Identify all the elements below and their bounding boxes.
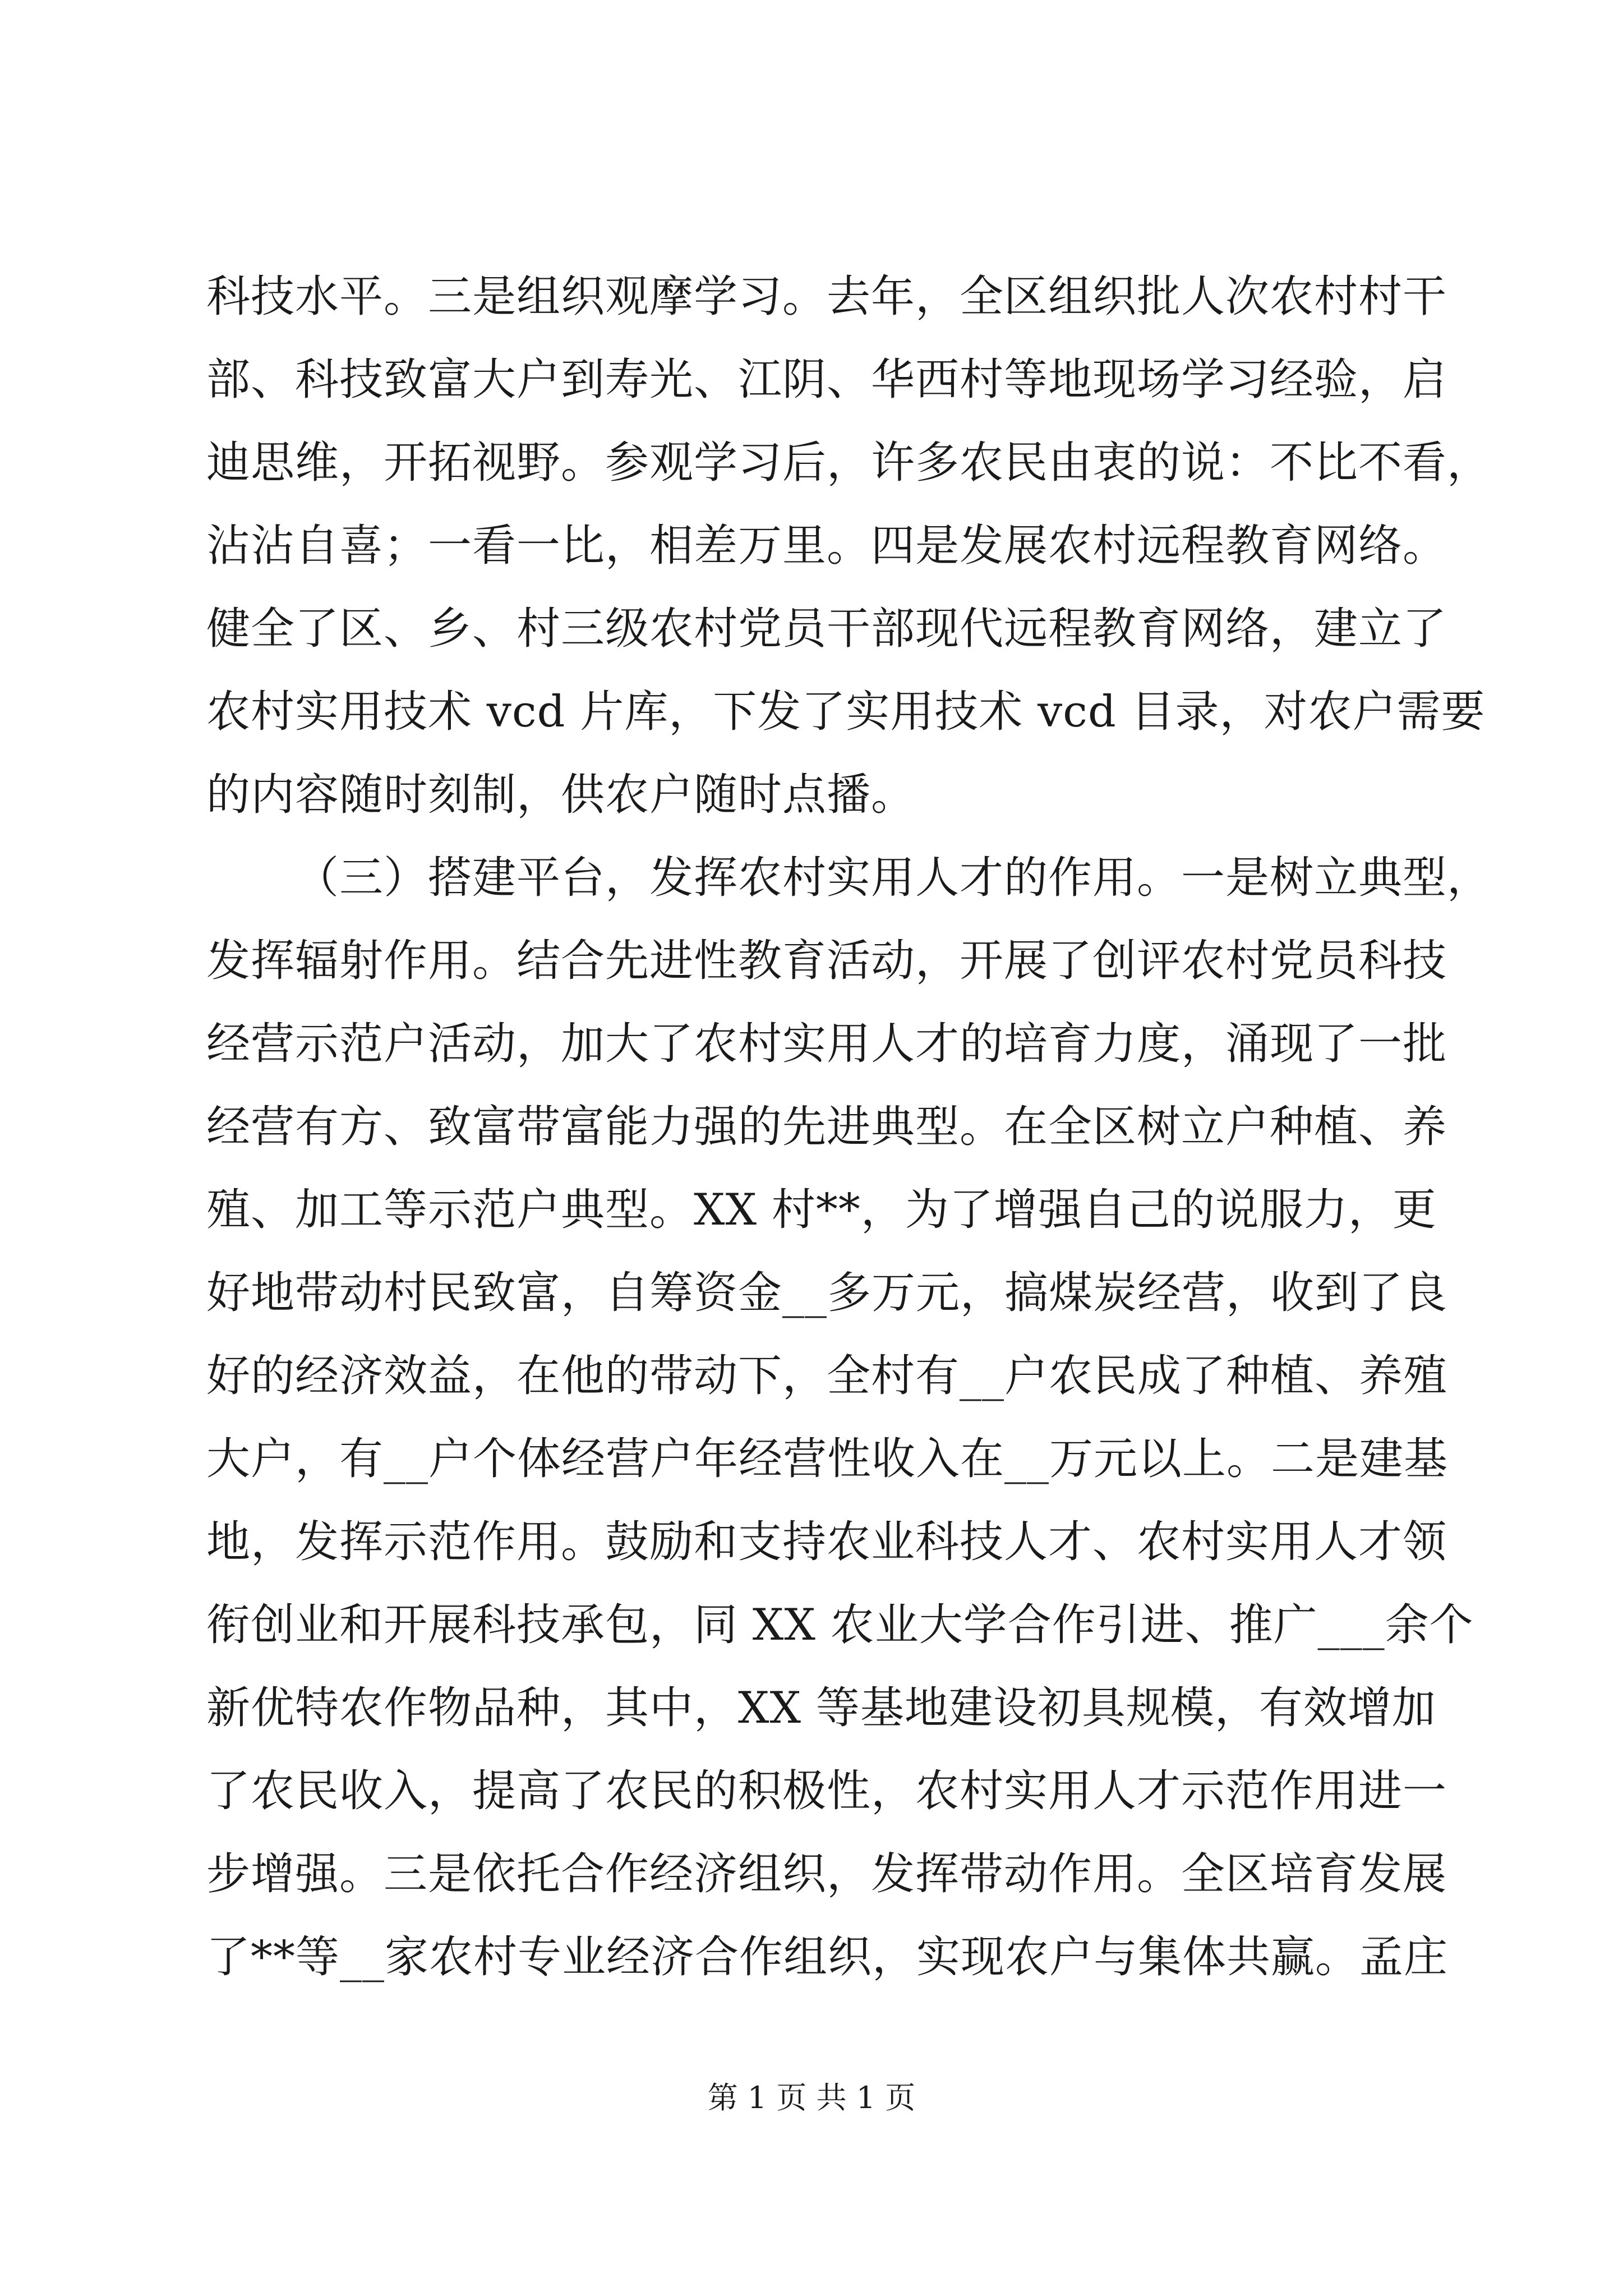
text-line: 健全了区、乡、村三级农村党员干部现代远程教育网络，建立了 [206, 604, 1447, 654]
text-line: 地，发挥示范作用。鼓励和支持农业科技人才、农村实用人才领 [206, 1517, 1447, 1567]
text-line: 好地带动村民致富，自筹资金__多万元，搞煤炭经营，收到了良 [206, 1268, 1448, 1318]
text-line: 农村实用技术 vcd 片库，下发了实用技术 vcd 目录，对农户需要 [206, 687, 1486, 737]
text-line: 发挥辐射作用。结合先进性教育活动，开展了创评农村党员科技 [206, 936, 1447, 986]
section-heading-line: （三）搭建平台，发挥农村实用人才的作用。一是树立典型， [295, 853, 1492, 903]
text-line: 经营示范户活动，加大了农村实用人才的培育力度，涌现了一批 [206, 1019, 1447, 1069]
text-line: 经营有方、致富带富能力强的先进典型。在全区树立户种植、养 [206, 1102, 1447, 1152]
text-line: 迪思维，开拓视野。参观学习后，许多农民由衷的说：不比不看， [206, 438, 1492, 488]
page-number-footer: 第 1 页 共 1 页 [707, 2080, 916, 2115]
document-body [206, 255, 1492, 1999]
text-line: 步增强。三是依托合作经济组织，发挥带动作用。全区培育发展 [206, 1849, 1447, 1899]
text-line: 的内容随时刻制，供农户随时点播。 [206, 770, 916, 820]
text-line: 新优特农作物品种，其中，XX 等基地建设初具规模，有效增加 [206, 1683, 1436, 1733]
text-line: 部、科技致富大户到寿光、江阴、华西村等地现场学习经验，启 [206, 355, 1447, 405]
text-line: 衔创业和开展科技承包，同 XX 农业大学合作引进、推广___余个 [206, 1600, 1474, 1650]
text-line: 沾沾自喜；一看一比，相差万里。四是发展农村远程教育网络。 [206, 521, 1447, 571]
text-line: 了农民收入，提高了农民的积极性，农村实用人才示范作用进一 [206, 1766, 1447, 1816]
text-line: 大户，有__户个体经营户年经营性收入在__万元以上。二是建基 [206, 1434, 1449, 1484]
text-line: 好的经济效益，在他的带动下，全村有__户农民成了种植、养殖 [206, 1351, 1448, 1401]
text-line: 了**等__家农村专业经济合作组织，实现农户与集体共赢。孟庄 [206, 1932, 1449, 1982]
text-line: 殖、加工等示范户典型。XX 村**，为了增强自己的说服力，更 [206, 1185, 1437, 1235]
text-line: 科技水平。三是组织观摩学习。去年，全区组织批人次农村村干 [206, 272, 1447, 322]
